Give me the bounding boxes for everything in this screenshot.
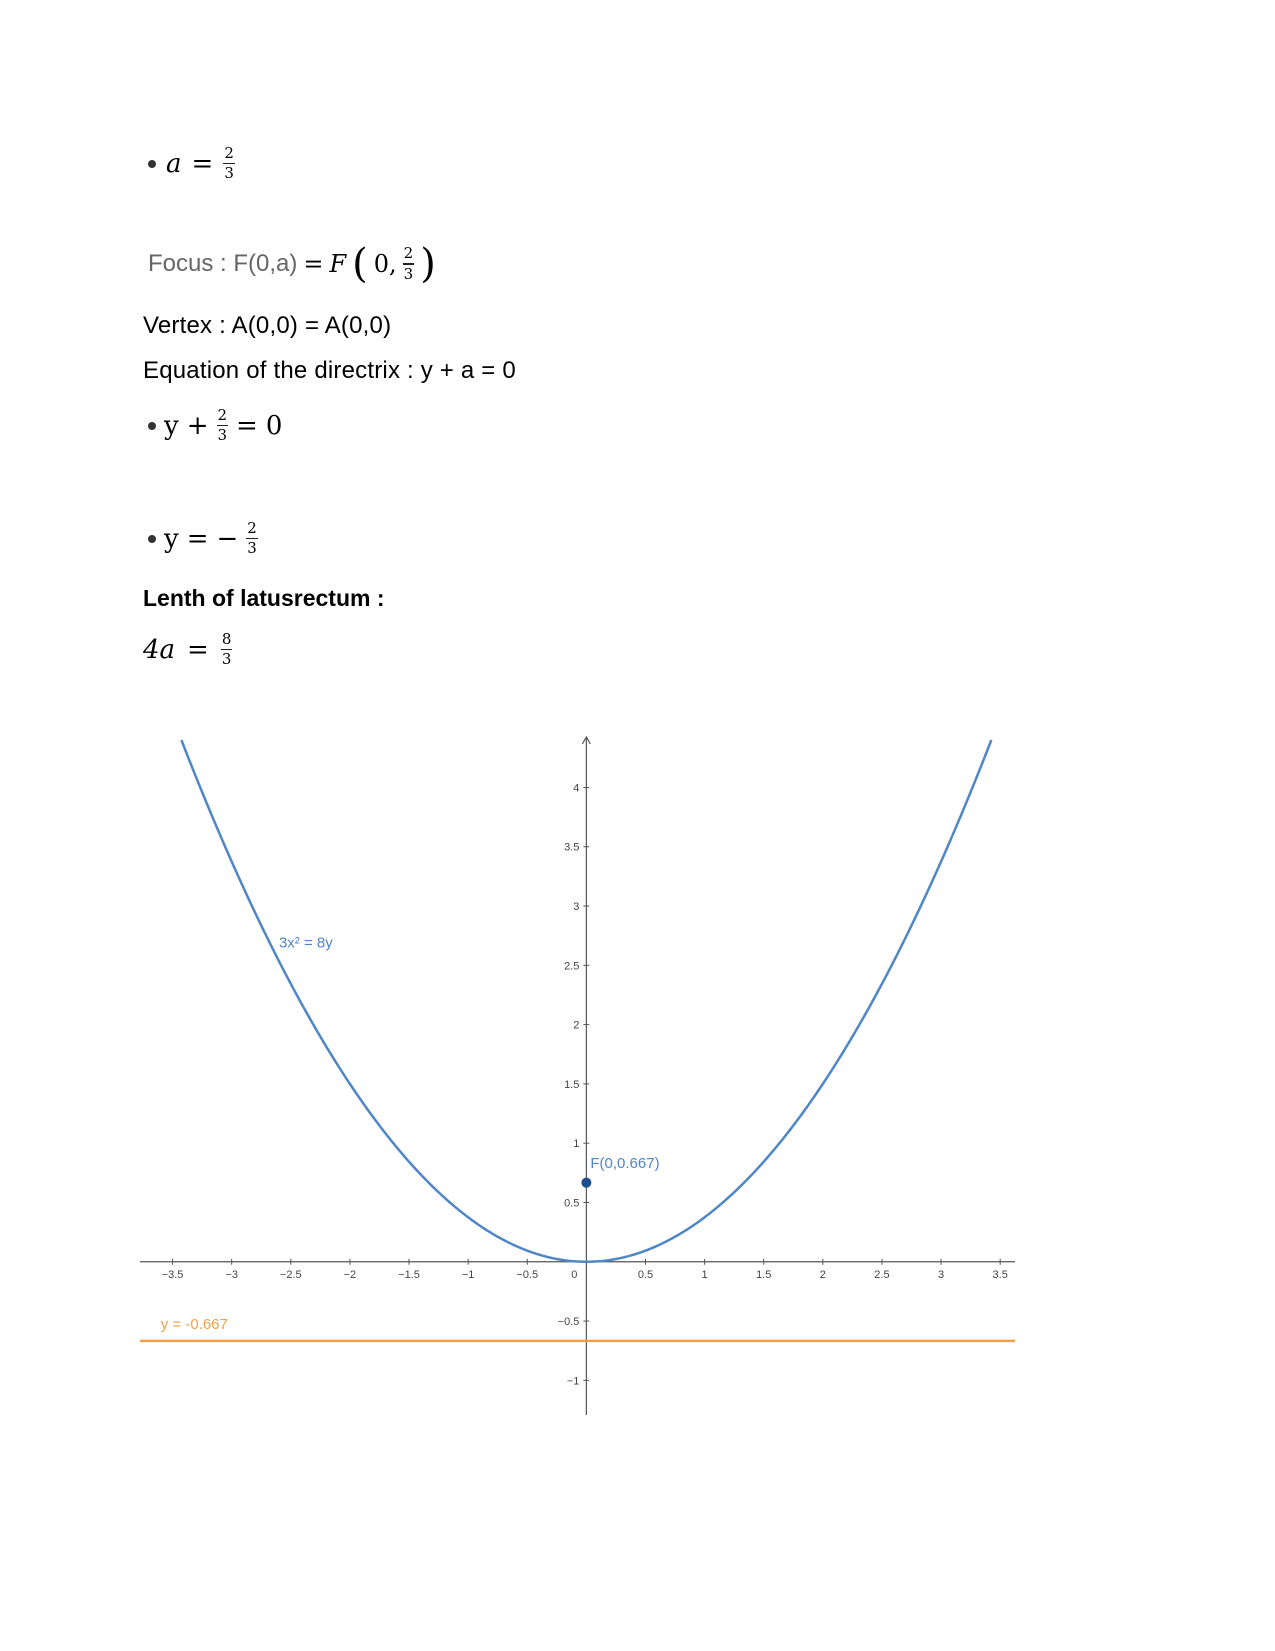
y-tick-label: 3 [573,901,580,914]
equals-sign: = [303,250,324,278]
x-tick-label: 0.5 [637,1268,654,1281]
parabola-graph [140,735,1015,1415]
variable-a: a [166,148,182,179]
x-tick-label: 2 [819,1268,826,1281]
x-tick-label: 1 [701,1268,708,1281]
x-tick-label: −2.5 [279,1268,302,1281]
latus-lhs: 4a [143,634,176,665]
fraction [403,246,415,281]
y-tick-label: 0.5 [564,1197,580,1210]
equals-sign: = [187,634,209,665]
directrix-line: Equation of the directrix : y + a = 0 [143,357,516,384]
x-tick-label: −0.5 [516,1268,539,1281]
focus-line [148,241,436,287]
equation-y-eq [148,521,258,556]
focus-symbol: F [329,250,347,278]
numerator: 2 [224,144,234,162]
variable-y: y [164,523,179,554]
x-tick-label: −1.5 [398,1268,420,1281]
y-axis-ticks [558,782,590,1387]
focus-label: Focus : F(0,a) [148,250,298,277]
x-tick-label: 0 [571,1268,578,1281]
focus-x: 0, [373,250,397,278]
numerator: 8 [221,630,232,648]
bullet-icon [148,422,156,430]
plus-sign: + [186,410,209,441]
denominator: 3 [217,426,228,445]
x-tick-label: 2.5 [874,1268,890,1281]
y-tick-label: 1 [573,1138,580,1151]
close-paren: ) [420,241,436,287]
denominator: 3 [224,164,234,183]
equation-y-plus [148,408,282,443]
denominator: 3 [247,539,257,558]
numerator: 2 [217,406,228,424]
axes [140,737,1015,1415]
bullet-icon [148,160,156,168]
rhs-value: 0 [265,410,283,441]
y-tick-label: 1.5 [564,1078,580,1091]
x-tick-label: −3 [225,1268,238,1281]
minus-sign: − [216,523,239,554]
numerator: 2 [247,519,257,537]
x-tick-label: −3.5 [161,1268,184,1281]
variable-y: y [164,410,179,441]
y-tick-label: 4 [573,782,580,795]
x-tick-label: 3.5 [992,1268,1008,1281]
equals-sign: = [186,523,209,554]
fraction [246,521,258,556]
x-tick-label: −2 [343,1268,357,1281]
bullet-icon [148,535,156,543]
y-tick-label: 3.5 [564,841,580,854]
fraction [221,632,233,667]
focus-point [581,1178,591,1188]
fraction [217,408,229,443]
y-tick-label: −1 [566,1375,580,1388]
y-tick-label: 2.5 [564,960,580,973]
denominator: 3 [403,264,414,283]
numerator: 2 [403,244,414,263]
x-tick-label: 3 [937,1268,945,1281]
latus-equation [143,632,232,667]
open-paren: ( [352,241,368,287]
latus-heading: Lenth of latusrectum : [143,585,385,611]
equals-sign: = [236,410,258,441]
y-tick-label: −0.5 [557,1316,580,1329]
equals-sign: = [191,148,214,179]
equation-a [148,146,235,181]
x-tick-label: −1 [461,1268,475,1281]
fraction [223,146,235,181]
y-tick-label: 2 [573,1019,580,1032]
curve-label: 3x² = 8y [278,934,333,952]
directrix-label: y = -0.667 [160,1315,228,1333]
x-tick-label: 1.5 [756,1268,772,1281]
vertex-line: Vertex : A(0,0) = A(0,0) [143,312,392,339]
denominator: 3 [221,650,232,669]
focus-point-label: F(0,0.667) [590,1155,660,1173]
